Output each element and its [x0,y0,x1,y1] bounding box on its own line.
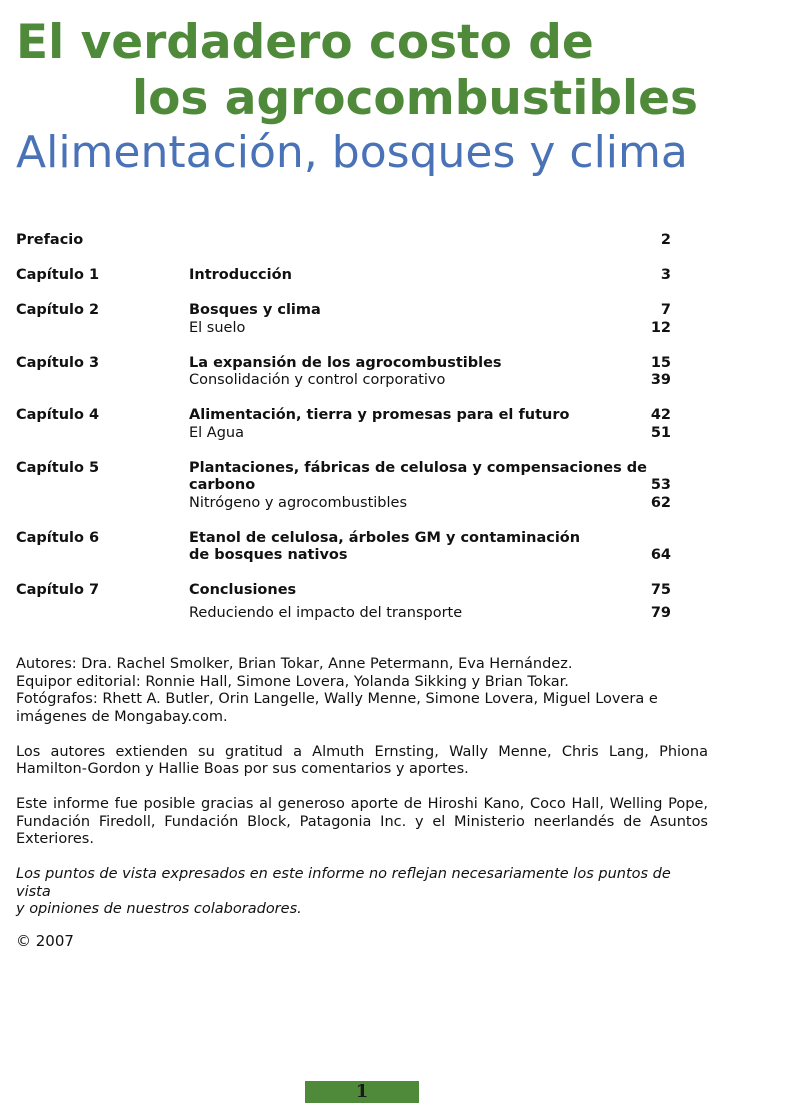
toc-page-number: 75 [650,582,671,598]
toc-entry-chapter-3 [16,355,671,390]
table-of-contents [16,232,671,637]
toc-section-title: Reduciendo el impacto del transporte [189,604,463,621]
toc-chapter-title-line-2: carbono [189,477,256,493]
toc-section-title: El suelo [189,319,246,336]
photographers-line-1: Fotógrafos: Rhett A. Butler, Orin Langelle, Wally Menne, Simone Lovera, Miguel Lovera e [16,691,658,707]
toc-entry-chapter-5 [16,460,671,513]
acknowledgements-paragraph: Los autores extienden su gratitud a Almuth Ernsting, Wally Menne, Chris Lang, Phiona Hamilton-Gordon y Hallie Boas por sus comentarios y aportes. [16,743,708,777]
toc-section-title: Nitrógeno y agrocombustibles [189,494,408,511]
toc-section-page: 79 [650,604,671,621]
toc-chapter-label: Capítulo 2 [16,302,100,318]
credits-section [16,656,708,950]
toc-chapter-title: Alimentación, tierra y promesas para el futuro [189,407,570,423]
editorial-line: Equipor editorial: Ronnie Hall, Simone Lovera, Yolanda Sikking y Brian Tokar. [16,673,569,690]
toc-preface-label: Prefacio [16,232,84,248]
toc-entry-preface [16,232,671,250]
toc-chapter-title: Conclusiones [189,582,297,598]
toc-chapter-title: Introducción [189,267,292,283]
toc-entry-chapter-4 [16,407,671,442]
toc-section-page: 12 [650,319,671,336]
toc-entry-chapter-1 [16,267,671,285]
toc-chapter-title-line-1: Etanol de celulosa, árboles GM y contaminación [189,529,581,546]
toc-chapter-label: Capítulo 7 [16,582,100,598]
toc-entry-chapter-2 [16,302,671,337]
document-subtitle: Alimentación, bosques y clima [16,127,688,178]
toc-section-page: 51 [650,424,671,441]
toc-section-page: 62 [650,494,671,511]
disclaimer-line-1: Los puntos de vista expresados en este informe no reflejan necesariamente los puntos de vista [16,866,671,900]
toc-entry-chapter-7 [16,582,671,620]
toc-section-page: 39 [650,372,671,388]
disclaimer-line-2: y opiniones de nuestros colaboradores. [16,901,302,917]
photographers-line-2: imágenes de Mongabay.com. [16,708,228,725]
disclaimer-paragraph [16,866,708,919]
page-number-footer [305,1081,419,1103]
toc-chapter-label: Capítulo 4 [16,407,100,423]
toc-chapter-title: Bosques y clima [189,302,321,318]
toc-section-title: El Agua [189,424,244,441]
toc-chapter-label: Capítulo 5 [16,459,100,476]
toc-chapter-title: La expansión de los agrocombustibles [189,354,502,371]
toc-entry-chapter-6 [16,530,671,565]
document-title-line-1: El verdadero costo de [16,15,594,70]
toc-page-number: 3 [660,267,671,283]
toc-page-number: 42 [650,407,671,423]
toc-chapter-label: Capítulo 6 [16,529,100,546]
toc-page-number: 7 [660,302,671,318]
toc-section-title: Consolidación y control corporativo [189,372,446,388]
funding-paragraph: Este informe fue posible gracias al generoso aporte de Hiroshi Kano, Coco Hall, Welling Pope, Fundación Firedoll, Fundación Block, Patagonia Inc. y el Ministerio neerlandés de Asuntos Exteriores. [16,796,708,847]
copyright-notice: © 2007 [16,931,74,950]
toc-page-number: 15 [650,354,671,371]
toc-page-number: 53 [650,477,671,493]
page-number: 1 [355,1081,369,1102]
toc-chapter-title-line-1: Plantaciones, fábricas de celulosa y compensaciones de [189,459,648,476]
toc-page-number: 2 [660,232,671,248]
toc-chapter-label: Capítulo 3 [16,354,100,371]
credits-block [16,656,708,726]
toc-chapter-label: Capítulo 1 [16,267,100,283]
toc-page-number: 64 [650,547,671,563]
toc-chapter-title-line-2: de bosques nativos [189,547,348,563]
document-title-line-2: los agrocombustibles [132,71,698,126]
authors-line: Autores: Dra. Rachel Smolker, Brian Tokar, Anne Petermann, Eva Hernández. [16,656,573,672]
